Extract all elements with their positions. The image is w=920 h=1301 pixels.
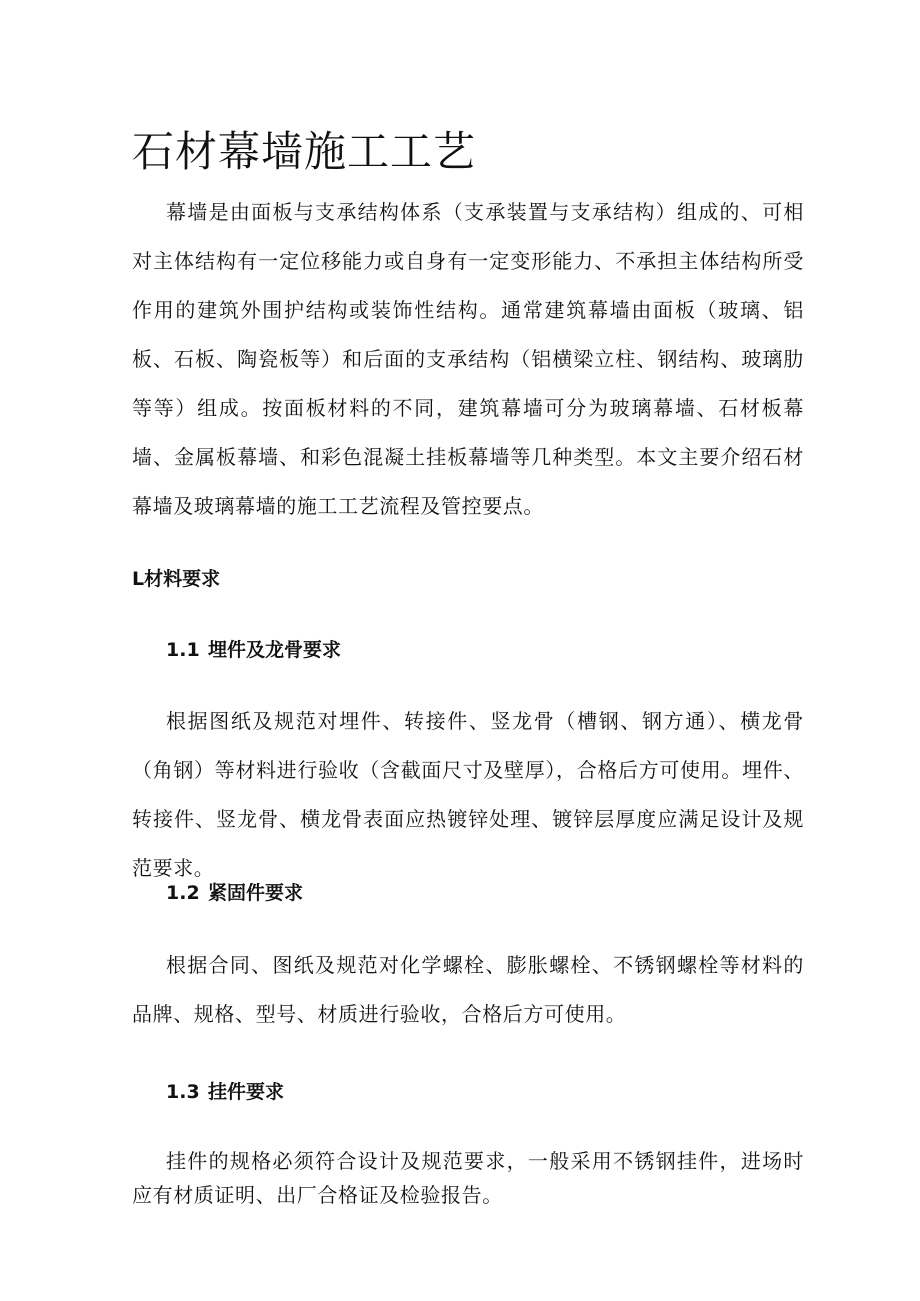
- subsection-title: 挂件要求: [208, 1081, 285, 1103]
- subsection-number: 1.1: [166, 639, 200, 661]
- subsection-title: 紧固件要求: [208, 882, 304, 904]
- subsection-heading-1-2: [166, 879, 303, 907]
- subsection-number: 1.3: [166, 1081, 200, 1103]
- subsection-body-1-1: 根据图纸及规范对埋件、转接件、竖龙骨（槽钢、钢方通）、横龙骨（角钢）等材料进行验收（含截面尺寸及壁厚），合格后方可使用。埋件、转接件、竖龙骨、横龙骨表面应热镀锌处理、镀锌层厚度应满足设计及规范要求。: [132, 709, 804, 880]
- document-title: 石材幕墙施工工艺: [132, 127, 477, 176]
- subsection-heading-1-3: [166, 1078, 284, 1106]
- subsection-heading-1-1: [166, 636, 341, 664]
- subsection-body-1-2: 根据合同、图纸及规范对化学螺栓、膨胀螺栓、不锈钢螺栓等材料的品牌、规格、型号、材质进行验收，合格后方可使用。: [132, 953, 804, 1026]
- subsection-number: 1.2: [166, 882, 200, 904]
- section-heading-materials: L材料要求: [132, 568, 221, 590]
- intro-paragraph: 幕墙是由面板与支承结构体系（支承装置与支承结构）组成的、可相对主体结构有一定位移能力或自身有一定变形能力、不承担主体结构所受作用的建筑外围护结构或装饰性结构。通常建筑幕墙由面板（玻璃、铝板、石板、陶瓷板等）和后面的支承结构（铝横梁立柱、钢结构、玻璃肋等等）组成。按面板材料的不同，建筑幕墙可分为玻璃幕墙、石材板幕墙、金属板幕墙、和彩色混凝土挂板幕墙等几种类型。本文主要介绍石材幕墙及玻璃幕墙的施工工艺流程及管控要点。: [132, 200, 804, 518]
- subsection-title: 埋件及龙骨要求: [208, 639, 342, 661]
- subsection-body-1-3: 挂件的规格必须符合设计及规范要求，一般采用不锈钢挂件，进场时应有材质证明、出厂合格证及检验报告。: [132, 1149, 804, 1207]
